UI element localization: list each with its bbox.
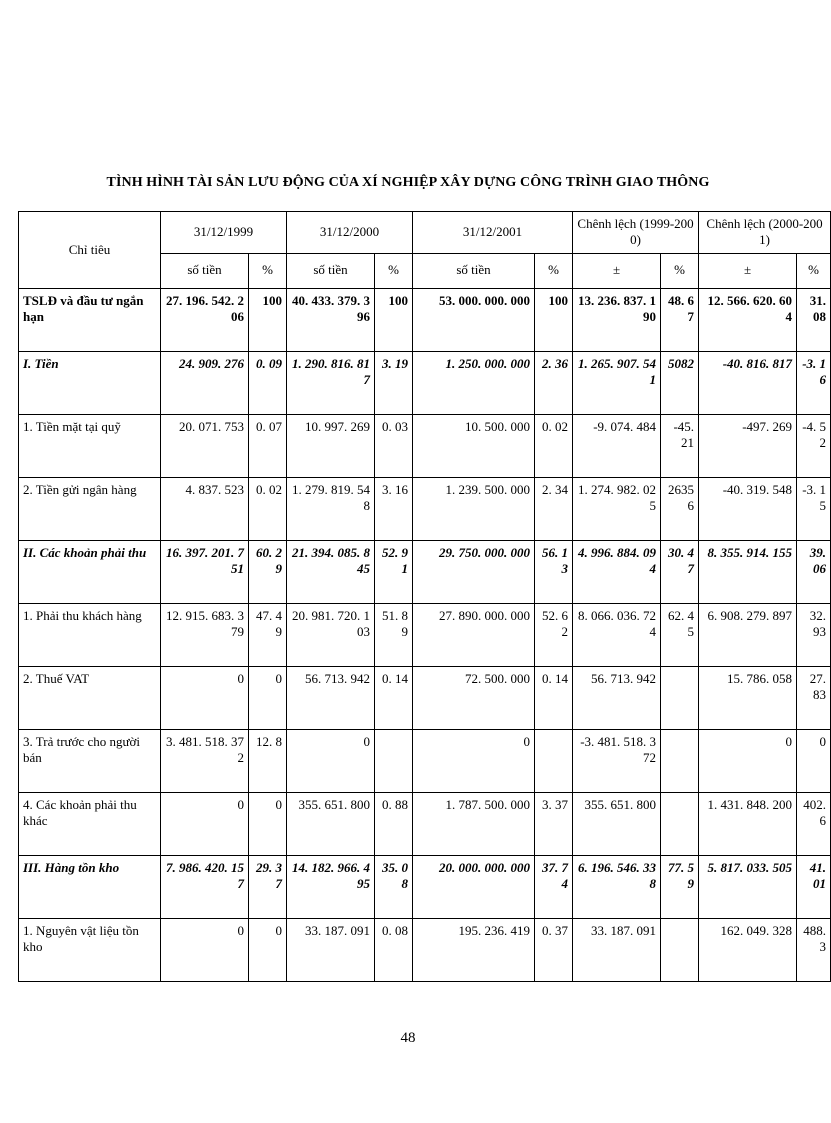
cell-value: 47. 49	[249, 603, 287, 666]
cell-value: 7. 986. 420. 157	[161, 855, 249, 918]
cell-value: 33. 187. 091	[287, 918, 375, 981]
cell-value: 24. 909. 276	[161, 351, 249, 414]
cell-value: 1. 279. 819. 548	[287, 477, 375, 540]
cell-value: 0. 09	[249, 351, 287, 414]
table-row	[19, 918, 831, 981]
cell-value: -4. 52	[797, 414, 831, 477]
subheader-amount-1999: số tiền	[161, 253, 249, 288]
cell-value: 26356	[661, 477, 699, 540]
table-row	[19, 540, 831, 603]
cell-value: 1. 239. 500. 000	[413, 477, 535, 540]
cell-value: -3. 15	[797, 477, 831, 540]
cell-value: 53. 000. 000. 000	[413, 288, 535, 351]
cell-value: 56. 713. 942	[573, 666, 661, 729]
column-header-2000: 31/12/2000	[287, 212, 413, 254]
cell-value: 0. 14	[375, 666, 413, 729]
subheader-pct-2000: %	[375, 253, 413, 288]
cell-value: 1. 274. 982. 025	[573, 477, 661, 540]
cell-value: 16. 397. 201. 751	[161, 540, 249, 603]
subheader-diff-amount-2000-2001: ±	[699, 253, 797, 288]
cell-value: 33. 187. 091	[573, 918, 661, 981]
row-label: 1. Nguyên vật liệu tồn kho	[19, 918, 161, 981]
cell-value: 21. 394. 085. 845	[287, 540, 375, 603]
row-label: II. Các khoản phải thu	[19, 540, 161, 603]
cell-value: 0. 08	[375, 918, 413, 981]
cell-value: 12. 8	[249, 729, 287, 792]
cell-value: 0	[161, 918, 249, 981]
cell-value: 3. 19	[375, 351, 413, 414]
cell-value: 15. 786. 058	[699, 666, 797, 729]
cell-value: 60. 29	[249, 540, 287, 603]
cell-value: 5. 817. 033. 505	[699, 855, 797, 918]
cell-value: 51. 89	[375, 603, 413, 666]
cell-value: -40. 816. 817	[699, 351, 797, 414]
cell-value: 62. 45	[661, 603, 699, 666]
cell-value: 6. 908. 279. 897	[699, 603, 797, 666]
cell-value: -40. 319. 548	[699, 477, 797, 540]
column-header-indicator: Chỉ tiêu	[19, 212, 161, 289]
table-row	[19, 792, 831, 855]
cell-value: -3. 481. 518. 372	[573, 729, 661, 792]
cell-value: 355. 651. 800	[573, 792, 661, 855]
cell-value: 8. 355. 914. 155	[699, 540, 797, 603]
cell-value: 20. 000. 000. 000	[413, 855, 535, 918]
cell-value: -45. 21	[661, 414, 699, 477]
cell-value: 4. 996. 884. 094	[573, 540, 661, 603]
cell-value	[661, 729, 699, 792]
cell-value: 1. 290. 816. 817	[287, 351, 375, 414]
cell-value: 1. 265. 907. 541	[573, 351, 661, 414]
cell-value: 13. 236. 837. 190	[573, 288, 661, 351]
table-row	[19, 855, 831, 918]
cell-value: 1. 787. 500. 000	[413, 792, 535, 855]
cell-value: 39. 06	[797, 540, 831, 603]
cell-value: 10. 500. 000	[413, 414, 535, 477]
cell-value: 100	[249, 288, 287, 351]
cell-value: 8. 066. 036. 724	[573, 603, 661, 666]
row-label: 2. Tiền gửi ngân hàng	[19, 477, 161, 540]
cell-value: 72. 500. 000	[413, 666, 535, 729]
row-label: 1. Tiền mặt tại quỹ	[19, 414, 161, 477]
cell-value: 4. 837. 523	[161, 477, 249, 540]
cell-value: 0	[413, 729, 535, 792]
table-row	[19, 729, 831, 792]
cell-value: 27. 83	[797, 666, 831, 729]
cell-value	[661, 666, 699, 729]
column-header-diff-2000-2001: Chênh lệch (2000-2001)	[699, 212, 831, 254]
subheader-amount-2000: số tiền	[287, 253, 375, 288]
cell-value: 1. 431. 848. 200	[699, 792, 797, 855]
cell-value: 0	[249, 918, 287, 981]
cell-value: 29. 750. 000. 000	[413, 540, 535, 603]
cell-value: 27. 196. 542. 206	[161, 288, 249, 351]
table-row	[19, 351, 831, 414]
cell-value: 0. 03	[375, 414, 413, 477]
table-row	[19, 477, 831, 540]
cell-value	[535, 729, 573, 792]
cell-value: 0	[161, 666, 249, 729]
cell-value: 2. 36	[535, 351, 573, 414]
cell-value: 29. 37	[249, 855, 287, 918]
cell-value: 41. 01	[797, 855, 831, 918]
cell-value: 0. 07	[249, 414, 287, 477]
cell-value: 0	[287, 729, 375, 792]
cell-value: 52. 91	[375, 540, 413, 603]
cell-value: 32. 93	[797, 603, 831, 666]
table-row	[19, 603, 831, 666]
cell-value: 100	[535, 288, 573, 351]
cell-value: 195. 236. 419	[413, 918, 535, 981]
cell-value: 48. 67	[661, 288, 699, 351]
cell-value: 0	[249, 666, 287, 729]
cell-value: 0. 37	[535, 918, 573, 981]
cell-value	[661, 792, 699, 855]
subheader-amount-2001: số tiền	[413, 253, 535, 288]
cell-value: -3. 16	[797, 351, 831, 414]
column-header-diff-1999-2000: Chênh lệch (1999-2000)	[573, 212, 699, 254]
document-title: TÌNH HÌNH TÀI SẢN LƯU ĐỘNG CỦA XÍ NGHIỆP XÂY DỰNG CÔNG TRÌNH GIAO THÔNG	[106, 175, 710, 190]
cell-value: -497. 269	[699, 414, 797, 477]
cell-value: 30. 47	[661, 540, 699, 603]
cell-value: 0	[249, 792, 287, 855]
cell-value: 52. 62	[535, 603, 573, 666]
cell-value: 0	[699, 729, 797, 792]
row-label: 1. Phải thu khách hàng	[19, 603, 161, 666]
table-row	[19, 414, 831, 477]
cell-value: 77. 59	[661, 855, 699, 918]
cell-value: 0. 02	[249, 477, 287, 540]
cell-value: 10. 997. 269	[287, 414, 375, 477]
row-label: I. Tiền	[19, 351, 161, 414]
subheader-diff-pct-1999-2000: %	[661, 253, 699, 288]
cell-value: 0. 88	[375, 792, 413, 855]
cell-value: -9. 074. 484	[573, 414, 661, 477]
column-header-2001: 31/12/2001	[413, 212, 573, 254]
cell-value: 56. 13	[535, 540, 573, 603]
cell-value: 355. 651. 800	[287, 792, 375, 855]
cell-value	[375, 729, 413, 792]
cell-value: 3. 37	[535, 792, 573, 855]
page-number: 48	[400, 1030, 416, 1046]
cell-value: 20. 071. 753	[161, 414, 249, 477]
cell-value: 20. 981. 720. 103	[287, 603, 375, 666]
cell-value: 31. 08	[797, 288, 831, 351]
cell-value: 40. 433. 379. 396	[287, 288, 375, 351]
cell-value: 3. 481. 518. 372	[161, 729, 249, 792]
cell-value: 6. 196. 546. 338	[573, 855, 661, 918]
cell-value: 12. 566. 620. 604	[699, 288, 797, 351]
row-label: 2. Thuế VAT	[19, 666, 161, 729]
cell-value: 3. 16	[375, 477, 413, 540]
cell-value: 5082	[661, 351, 699, 414]
row-label: TSLĐ và đầu tư ngắn hạn	[19, 288, 161, 351]
table-row	[19, 288, 831, 351]
subheader-diff-amount-1999-2000: ±	[573, 253, 661, 288]
cell-value: 162. 049. 328	[699, 918, 797, 981]
cell-value: 12. 915. 683. 379	[161, 603, 249, 666]
row-label: III. Hàng tồn kho	[19, 855, 161, 918]
cell-value: 402. 6	[797, 792, 831, 855]
cell-value: 37. 74	[535, 855, 573, 918]
cell-value: 0	[161, 792, 249, 855]
subheader-pct-1999: %	[249, 253, 287, 288]
cell-value: 35. 08	[375, 855, 413, 918]
cell-value	[661, 918, 699, 981]
current-assets-table	[18, 211, 831, 982]
cell-value: 56. 713. 942	[287, 666, 375, 729]
subheader-diff-pct-2000-2001: %	[797, 253, 831, 288]
cell-value: 27. 890. 000. 000	[413, 603, 535, 666]
cell-value: 14. 182. 966. 495	[287, 855, 375, 918]
subheader-pct-2001: %	[535, 253, 573, 288]
row-label: 3. Trả trước cho người bán	[19, 729, 161, 792]
row-label: 4. Các khoản phải thu khác	[19, 792, 161, 855]
cell-value: 0	[797, 729, 831, 792]
cell-value: 1. 250. 000. 000	[413, 351, 535, 414]
column-header-1999: 31/12/1999	[161, 212, 287, 254]
cell-value: 0. 02	[535, 414, 573, 477]
cell-value: 0. 14	[535, 666, 573, 729]
cell-value: 2. 34	[535, 477, 573, 540]
cell-value: 100	[375, 288, 413, 351]
table-row	[19, 666, 831, 729]
cell-value: 488. 3	[797, 918, 831, 981]
